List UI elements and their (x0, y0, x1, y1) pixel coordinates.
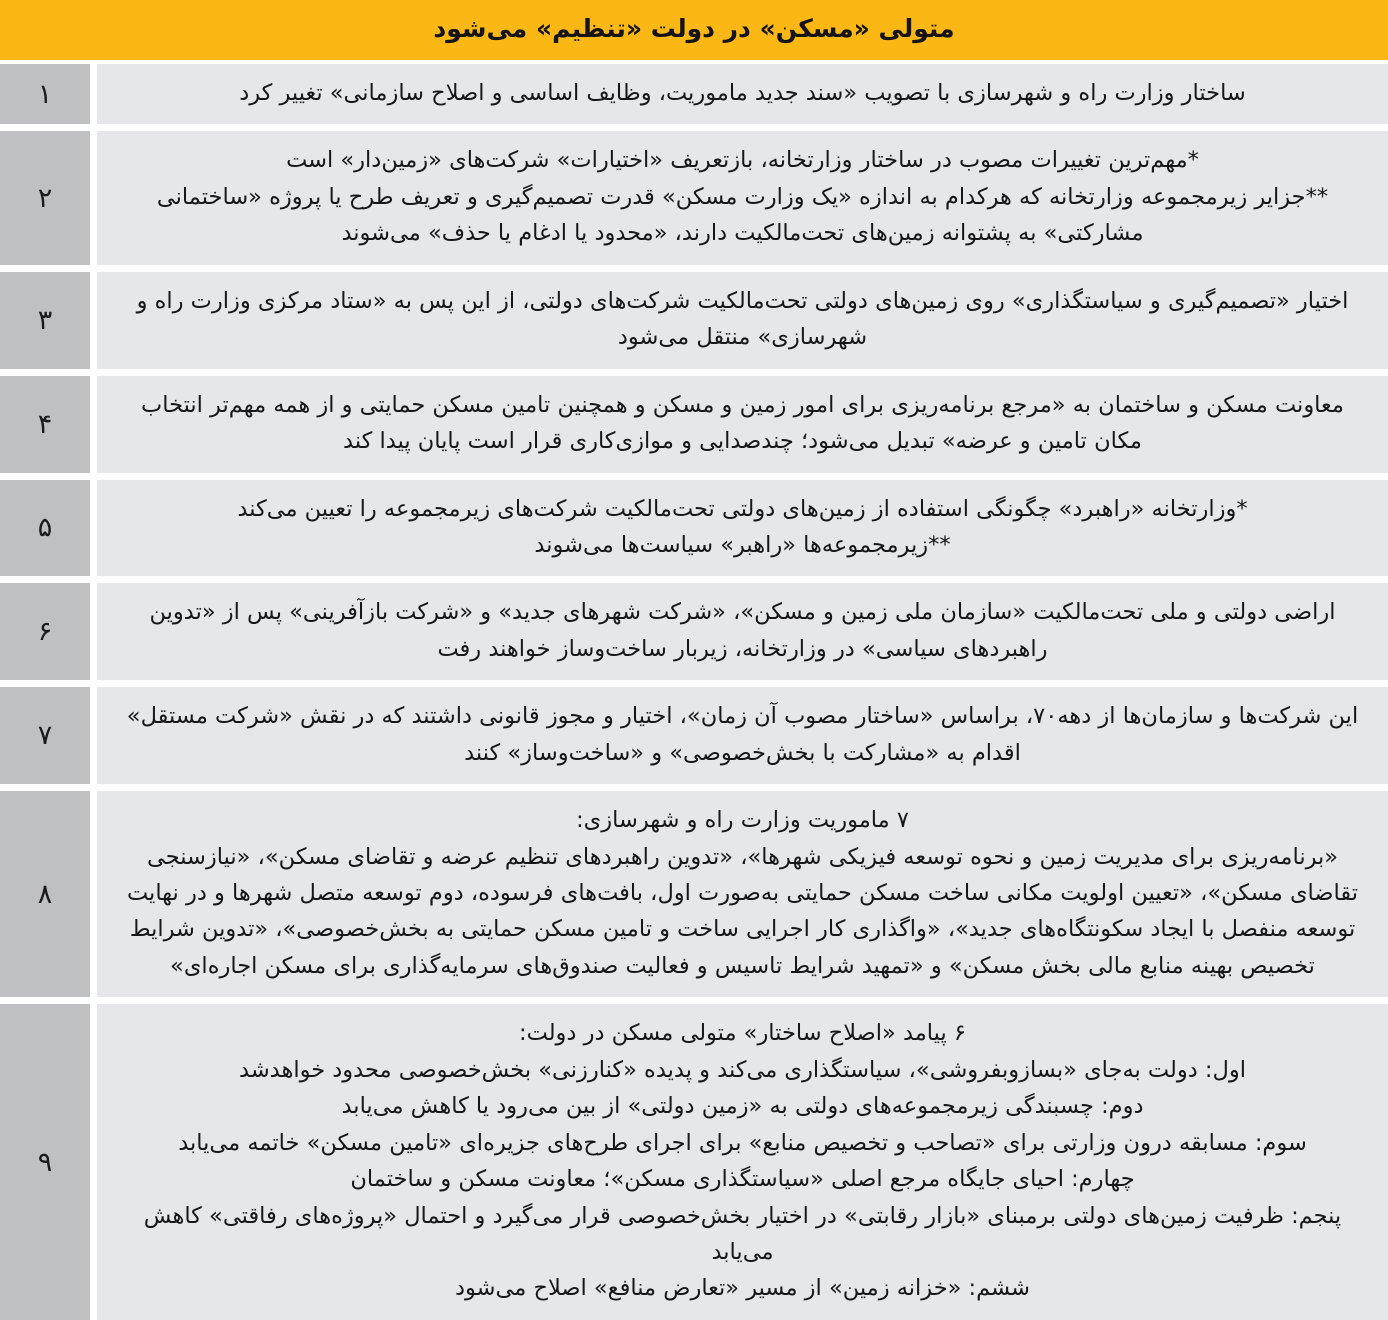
row-number: ۱ (0, 64, 90, 124)
row-text-line: **زیرمجموعه‌ها «راهبر» سیاست‌ها می‌شوند (534, 531, 951, 558)
row-text-cell (97, 687, 1388, 784)
table-row (0, 784, 1388, 997)
table-row (0, 265, 1388, 369)
row-text-line: *وزارتخانه «راهبرد» چگونگی استفاده از زمین‌های دولتی تحت‌مالکیت شرکت‌های زیرمجموعه را تعیین می‌کند (237, 495, 1248, 522)
row-number: ۸ (0, 791, 90, 997)
row-text-line: ششم: «خزانه زمین» از مسیر «تعارض منافع» اصلاح می‌شود (454, 1275, 1031, 1302)
table-row (0, 124, 1388, 264)
row-text-line: پنجم: ظرفیت زمین‌های دولتی برمبنای «بازار رقابتی» در اختیار بخش‌خصوصی قرار می‌گیرد و احتمال «پروژه‌های رفاقتی» کاهش می‌یابد (136, 1202, 1342, 1265)
row-text-cell (97, 64, 1388, 124)
row-text-line: این شرکت‌ها و سازمان‌ها از دهه۷۰، براساس «ساختار مصوب آن زمان»، اختیار و مجوز قانونی داشتند که در نقش «شرکت مستقل» اقدام به «مشارکت با بخش‌خصوصی» و «ساخت‌وساز» کنند (119, 703, 1359, 766)
table-row (0, 369, 1388, 473)
row-text-cell (97, 480, 1388, 577)
row-number: ۲ (0, 131, 90, 264)
page-title: متولی «مسکن» در دولت «تنظیم» می‌شود (0, 0, 1388, 60)
row-number: ۳ (0, 272, 90, 369)
row-number: ۵ (0, 480, 90, 577)
table-row (0, 60, 1388, 124)
table-row (0, 997, 1388, 1320)
row-text-cell (97, 272, 1388, 369)
row-text-line: معاونت مسکن و ساختمان به «مرجع برنامه‌ریزی برای امور زمین و مسکن و همچنین تامین مسکن حمایتی و از همه مهم‌تر انتخاب مکان تامین و عرضه» تبدیل می‌شود؛ چندصدایی و موازی‌کاری قرار است پایان پیدا کند (133, 391, 1344, 455)
row-number: ۷ (0, 687, 90, 784)
row-text-line: ۶ پیامد «اصلاح ساختار» متولی مسکن در دولت: (519, 1020, 966, 1047)
row-text-cell (97, 583, 1388, 680)
row-text-cell (97, 131, 1388, 264)
row-text-cell (97, 376, 1388, 473)
table-body (0, 60, 1388, 1320)
table-row (0, 473, 1388, 577)
table-row (0, 680, 1388, 784)
table-row (0, 576, 1388, 680)
row-text-line: اراضی دولتی و ملی تحت‌مالکیت «سازمان ملی زمین و مسکن»، «شرکت شهرهای جدید» و «شرکت بازآفرینی» پس از «تدوین راهبردهای سیاسی» در وزارتخانه، زیربار ساخت‌وساز خواهند رفت (142, 599, 1336, 662)
row-text-line: «برنامه‌ریزی برای مدیریت زمین و نحوه توسعه فیزیکی شهرها»، «تدوین راهبردهای تنظیم عرضه و تقاضای مسکن»، «نیازسنجی تقاضای مسکن»، «تعیین اولویت مکانی ساخت مسکن حمایتی به‌صورت اول، بافت‌های فرسوده، دوم توسعه متصل شهرها و در نهایت توسعه منفصل با ایجاد سکونتگاه‌های جدید»، «واگذاری کار اجرایی ساخت و تامین مسکن حمایتی به بخش‌خصوصی»، «تدوین شرایط تخصیص بهینه منابع مالی بخش مسکن» و «تمهید شرایط تاسیس و فعالیت صندوق‌های سرمایه‌گذاری برای مسکن اجاره‌ای» (119, 843, 1359, 979)
row-text-line: **جزایر زیرمجموعه وزارتخانه که هرکدام به اندازه «یک وزارت مسکن» قدرت تصمیم‌گیری و تعریف طرح یا پروژه «ساختمانی مشارکتی» به پشتوانه زمین‌های تحت‌مالکیت دارند، «محدود یا ادغام یا حذف» می‌شوند (149, 183, 1329, 247)
row-text-line: اول: دولت به‌جای «بسازوبفروشی»، سیاستگذاری می‌کند و پدیده «کنارزنی» بخش‌خصوصی محدود خواهدشد (239, 1056, 1246, 1083)
row-number: ۴ (0, 376, 90, 473)
row-text-line: *مهم‌ترین تغییرات مصوب در ساختار وزارتخانه، بازتعریف «اختیارات» شرکت‌های «زمین‌دار» است (286, 147, 1199, 174)
row-text-line: ساختار وزارت راه و شهرسازی با تصویب «سند جدید ماموریت، وظایف اساسی و اصلاح سازمانی» تغییر کرد (239, 80, 1246, 106)
row-number: ۶ (0, 583, 90, 680)
row-text-line: ۷ ماموریت وزارت راه و شهرسازی: (576, 807, 909, 834)
row-text-line: سوم: مسابقه درون وزارتی برای «تصاحب و تخصیص منابع» برای اجرای طرح‌های جزیره‌ای «تامین مسکن» خاتمه می‌یابد (178, 1129, 1307, 1156)
row-text-line: اختیار «تصمیم‌گیری و سیاستگذاری» روی زمین‌های دولتی تحت‌مالکیت شرکت‌های دولتی، از این پس به «ستاد مرکزی وزارت راه و شهرسازی» منتقل می‌شود (129, 287, 1349, 351)
row-text-cell (97, 791, 1388, 997)
row-number: ۹ (0, 1004, 90, 1320)
row-text-cell (97, 1004, 1388, 1320)
row-text-line: دوم: چسبندگی زیرمجموعه‌های دولتی به «زمین دولتی» از بین می‌رود یا کاهش می‌یابد (341, 1093, 1144, 1120)
row-text-line: چهارم: احیای جایگاه مرجع اصلی «سیاستگذاری مسکن»؛ معاونت مسکن و ساختمان (350, 1166, 1135, 1193)
